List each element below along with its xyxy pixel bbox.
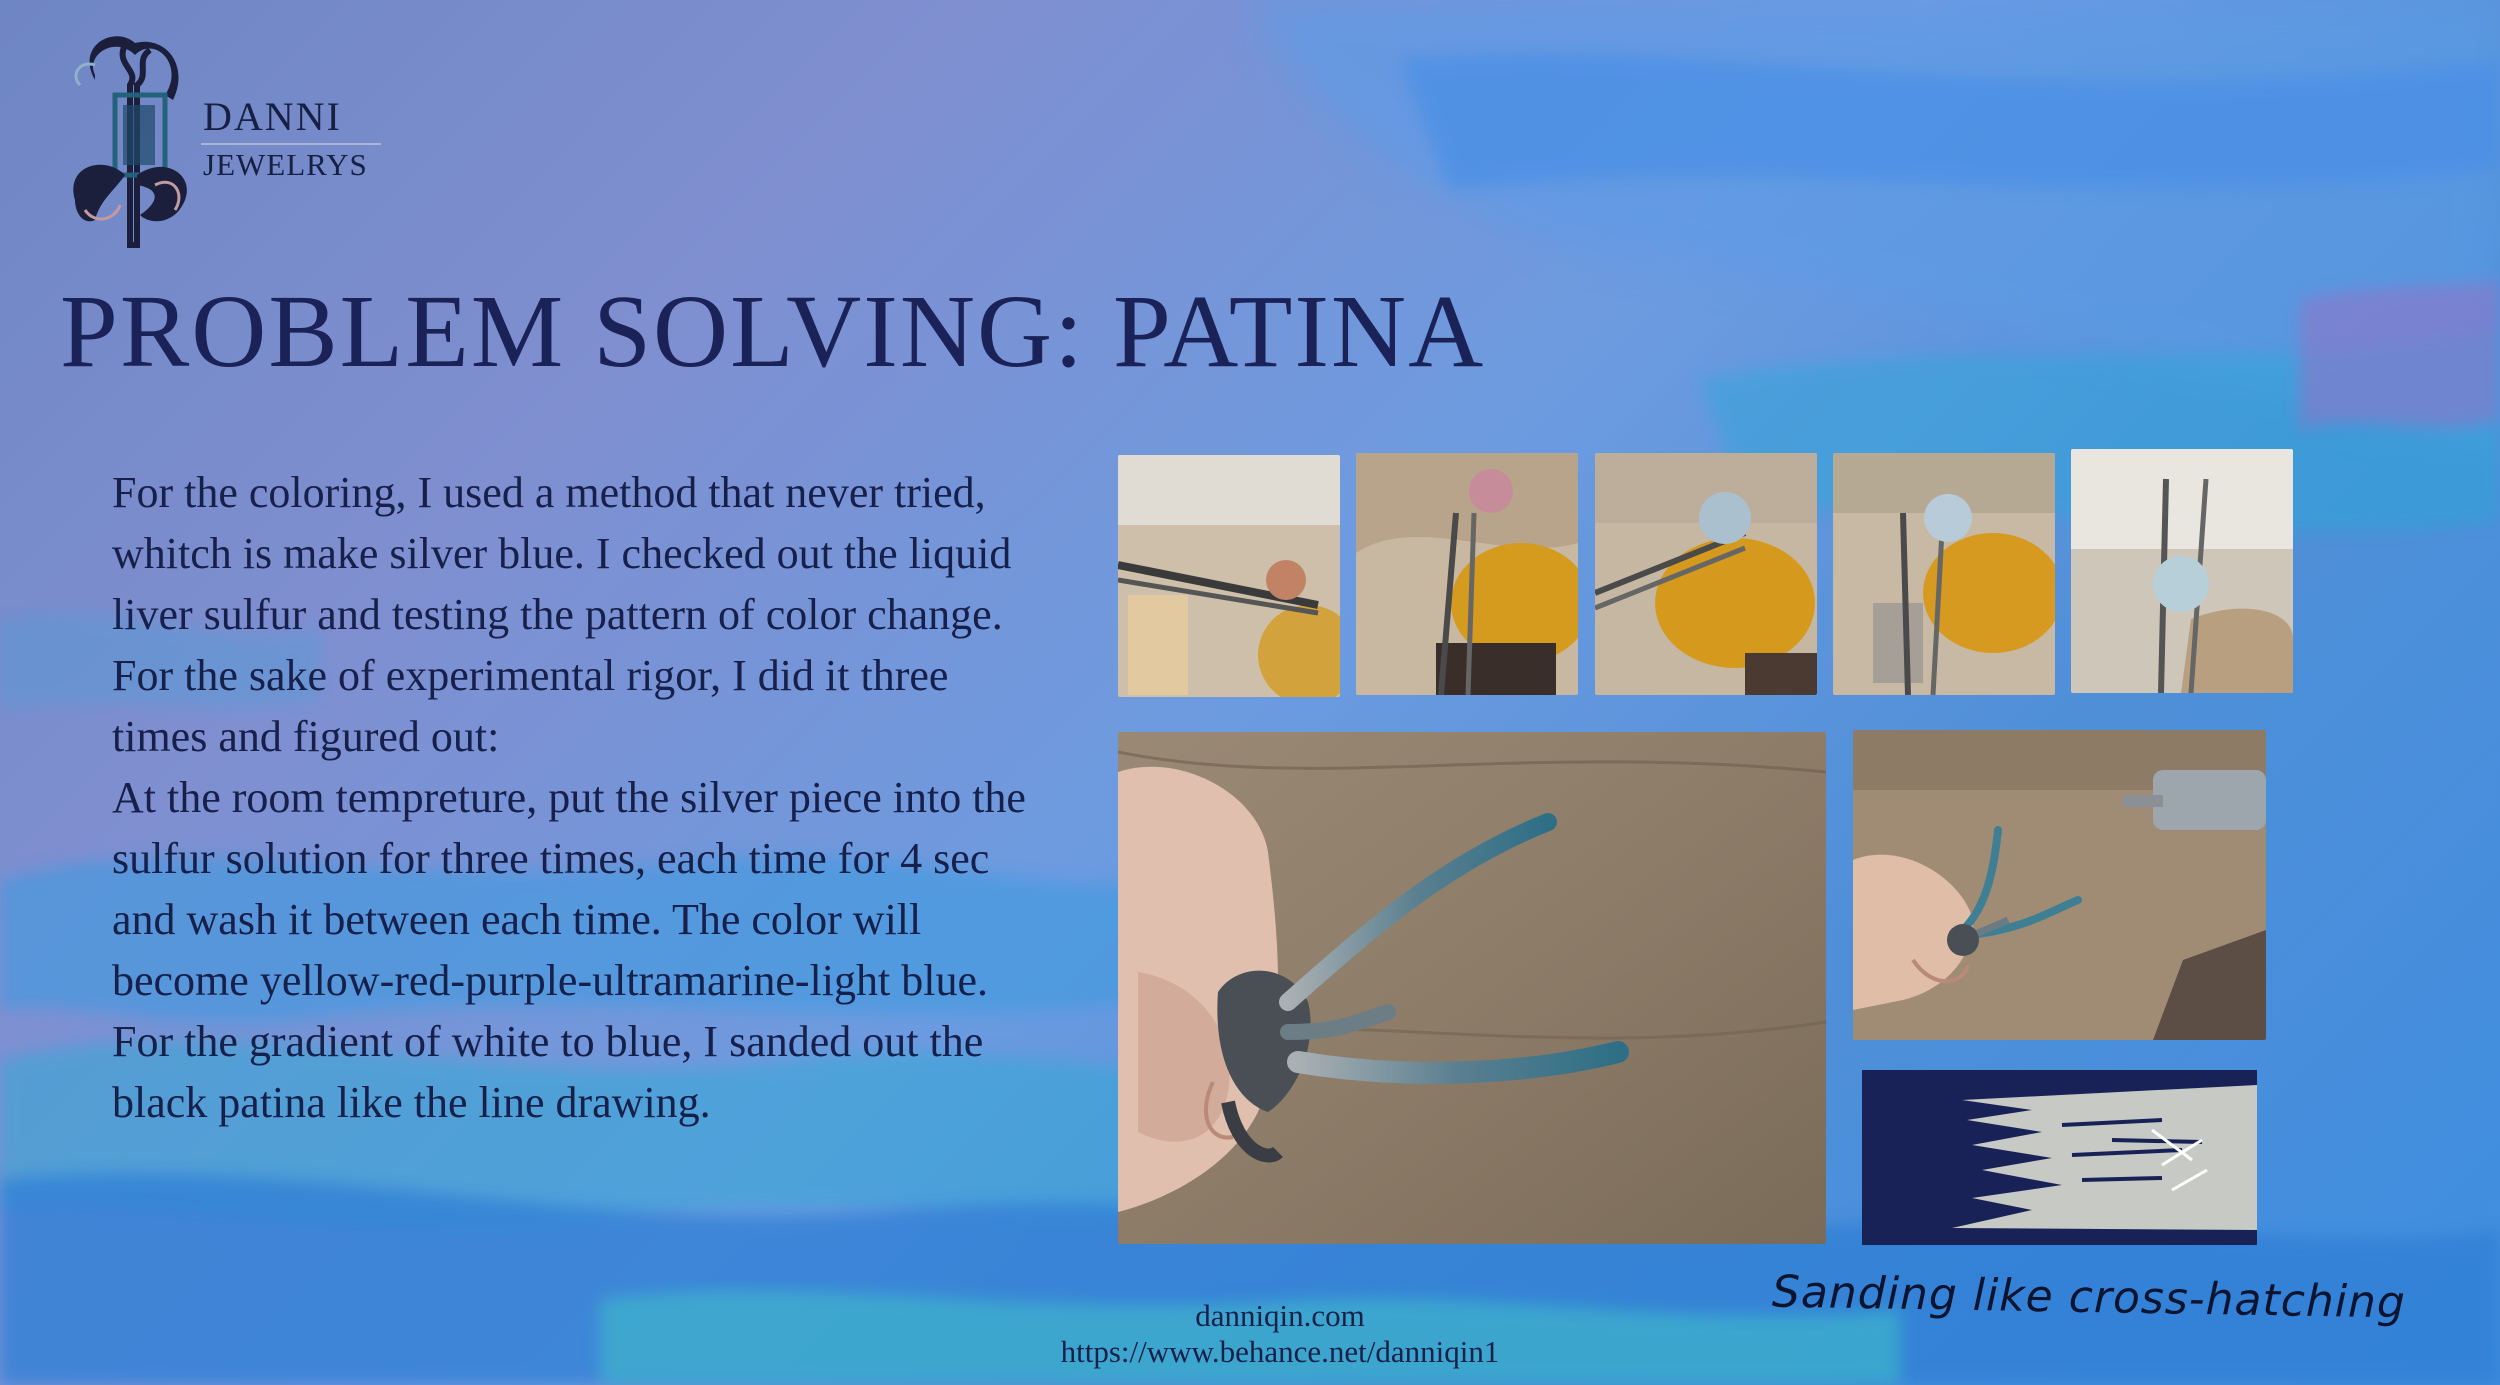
brand-name: DANNI [203, 94, 342, 139]
page-title: PROBLEM SOLVING: PATINA [60, 274, 1486, 389]
paragraph-coloring: For the coloring, I used a method that never tried, whitch is make silver blue. I checked out the liquid liver sulfur and testing the pattern of color change. [112, 468, 1012, 639]
process-photo-1 [1118, 455, 1340, 697]
brand-divider [201, 143, 381, 145]
finished-piece-photo [1118, 732, 1826, 1244]
footer [1020, 1298, 1540, 1370]
behance-link[interactable]: https://www.behance.net/danniqin1 [1060, 1334, 1500, 1369]
process-photo-2 [1356, 453, 1578, 695]
paragraph-gradient: For the gradient of white to blue, I sanded out the black patina like the line drawing. [112, 1017, 984, 1127]
monogram-icon [55, 25, 205, 265]
paragraph-rigor: For the sake of experimental rigor, I did it three times and figured out: [112, 651, 949, 761]
swatch-caption: Sanding like cross-hatching [1771, 1266, 2407, 1329]
body-text [112, 462, 1042, 1133]
website-link[interactable]: danniqin.com [1195, 1298, 1365, 1333]
paragraph-method: At the room tempreture, put the silver piece into the sulfur solution for three times, each time for 4 sec and wash it between each time. The color will become yellow-red-purple-ultramarine-light blue. [112, 773, 1026, 1005]
process-photo-5 [2071, 449, 2293, 693]
cross-hatching-swatch [1862, 1070, 2257, 1245]
brand-logo [55, 25, 395, 265]
process-photo-4 [1833, 453, 2055, 695]
brand-subtitle: JEWELRYS [203, 147, 368, 182]
sanding-photo [1853, 730, 2266, 1040]
process-photo-3 [1595, 453, 1817, 695]
